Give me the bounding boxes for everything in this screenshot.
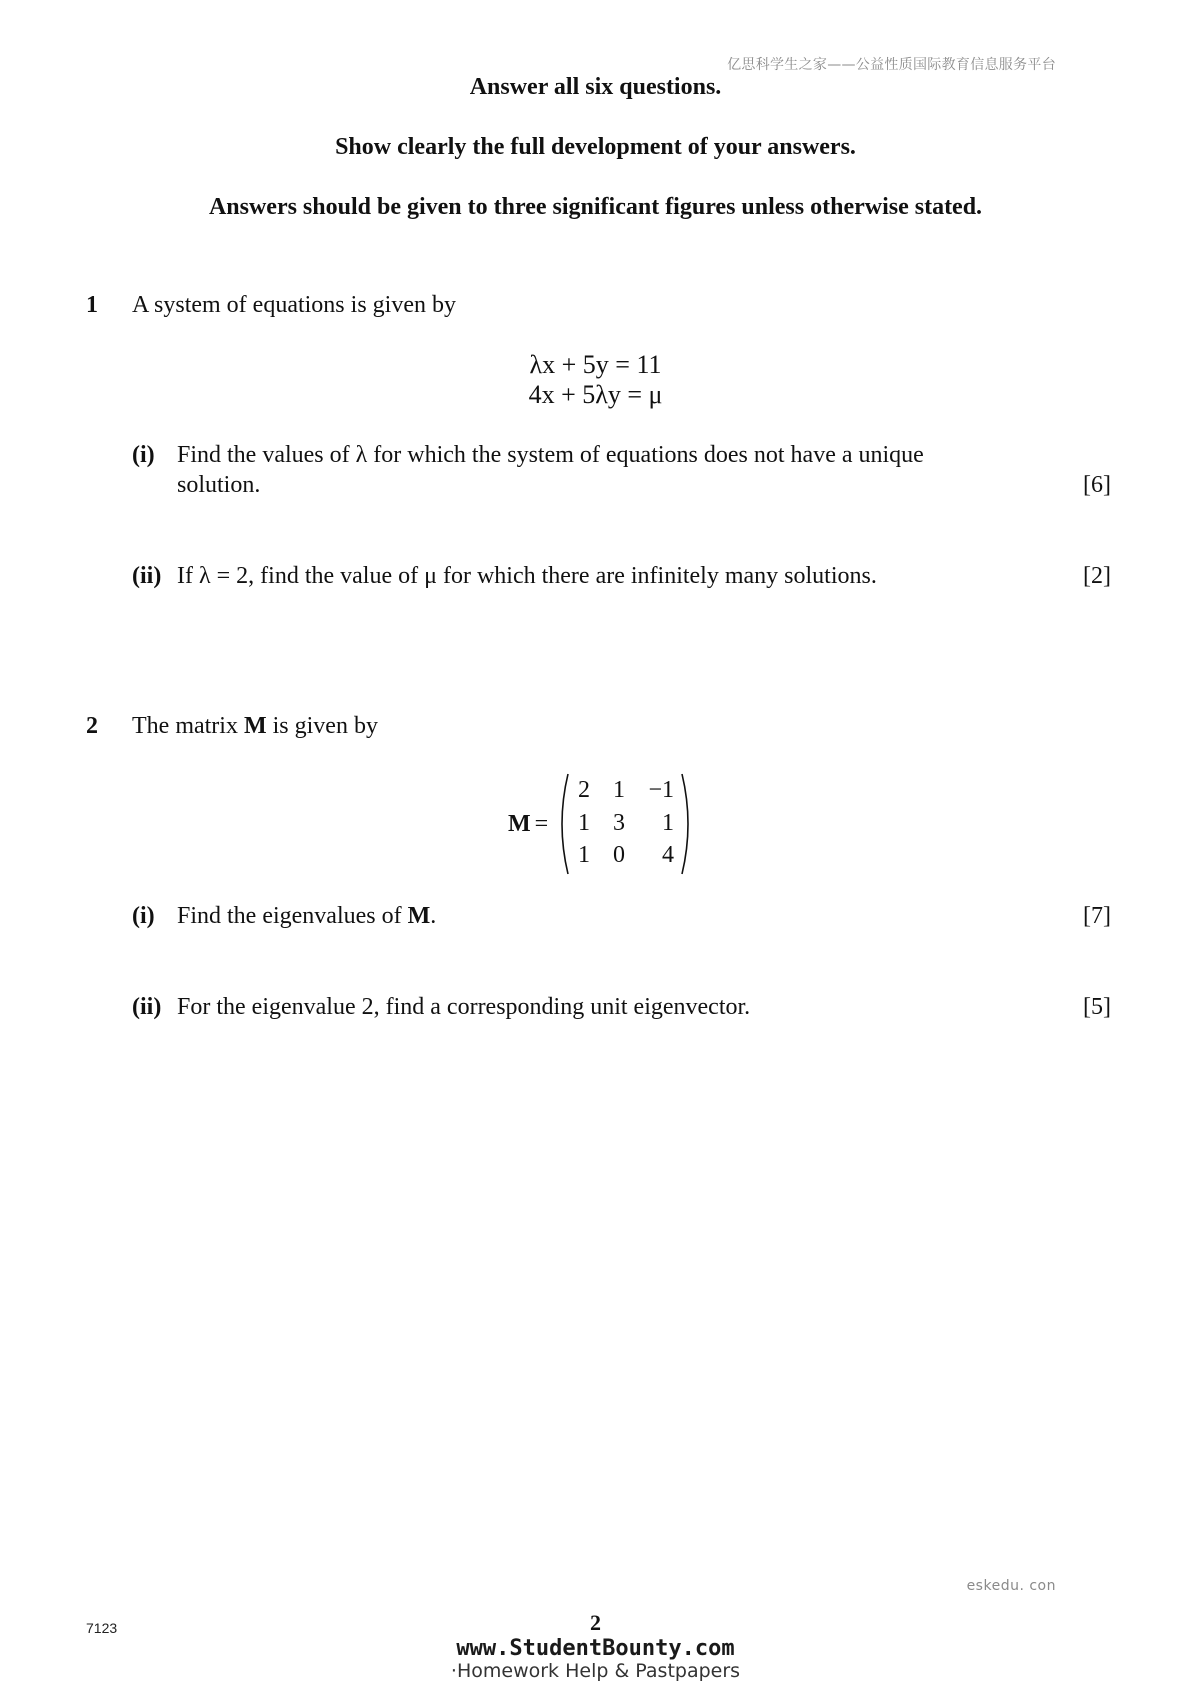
matrix-cell: 1	[578, 810, 591, 836]
instruction-line-1: Answer all six questions.	[469, 74, 722, 100]
matrix-left-paren	[562, 774, 568, 874]
q1-part-i-marks: [6]	[1083, 472, 1111, 498]
q2-part-ii-label: (ii)	[132, 994, 162, 1020]
matrix-cell: 3	[613, 810, 626, 836]
matrix-cell: 1	[613, 777, 626, 803]
q1-equation-1-text: λx + 5y = 11	[529, 350, 662, 379]
matrix-cell: 1	[662, 810, 675, 836]
q2-text-after: is given by	[266, 713, 378, 739]
question-1-number: 1	[86, 292, 98, 318]
q2-part-i-text-before: Find the eigenvalues of	[177, 903, 408, 929]
q2-text-before: The matrix	[132, 713, 244, 739]
q1-equation-2	[0, 380, 1191, 410]
question-1-text: A system of equations is given by	[132, 292, 456, 318]
studentbounty-site: www.StudentBounty.com	[456, 1636, 735, 1661]
q1-part-ii-marks: [2]	[1083, 563, 1111, 589]
q2-part-i-bold: M	[407, 903, 431, 929]
q2-part-ii-text: For the eigenvalue 2, find a corresponding unit eigenvector.	[177, 994, 751, 1020]
question-2-number: 2	[86, 713, 98, 739]
q1-part-i-text-line-1: Find the values of λ for which the system of equations does not have a unique	[177, 442, 924, 468]
matrix-definition	[508, 770, 696, 878]
q2-part-i-marks: [7]	[1083, 903, 1111, 929]
matrix-cell: 4	[662, 842, 675, 868]
q1-part-i-label: (i)	[132, 442, 155, 468]
q2-part-i-label: (i)	[132, 903, 155, 929]
matrix-cell: 0	[613, 842, 626, 868]
paper-code: 7123	[86, 1620, 118, 1636]
page-number: 2	[590, 1610, 601, 1635]
instruction-line-2: Show clearly the full development of your answers.	[335, 134, 856, 160]
matrix-cell: 1	[578, 842, 591, 868]
q1-equation-1	[0, 350, 1191, 380]
q2-part-i-text	[177, 903, 436, 930]
q2-part-ii-marks: [5]	[1083, 994, 1111, 1020]
q1-part-i-text-line-2: solution.	[177, 472, 261, 498]
matrix-cell: 2	[578, 777, 591, 803]
matrix-cell: −1	[648, 777, 675, 803]
header-watermark: 亿思科学生之家——公益性质国际教育信息服务平台	[727, 57, 1056, 73]
q2-matrix-symbol: M	[243, 713, 267, 739]
matrix-body	[554, 770, 696, 878]
instruction-line-3: Answers should be given to three significant figures unless otherwise stated.	[208, 194, 983, 220]
footer-watermark: eskedu. con	[966, 1578, 1056, 1594]
matrix-name: M	[508, 810, 531, 837]
studentbounty-tagline: ·Homework Help & Pastpapers	[450, 1660, 741, 1682]
matrix-right-paren	[682, 774, 688, 874]
q1-part-ii-label: (ii)	[132, 563, 162, 589]
q1-part-ii-text: If λ = 2, find the value of μ for which there are infinitely many solutions.	[177, 563, 877, 589]
question-2-text	[132, 713, 378, 740]
q2-part-i-text-after: .	[430, 903, 437, 929]
matrix-equals: =	[534, 810, 549, 837]
q1-equation-2-text: 4x + 5λy = μ	[528, 380, 663, 409]
